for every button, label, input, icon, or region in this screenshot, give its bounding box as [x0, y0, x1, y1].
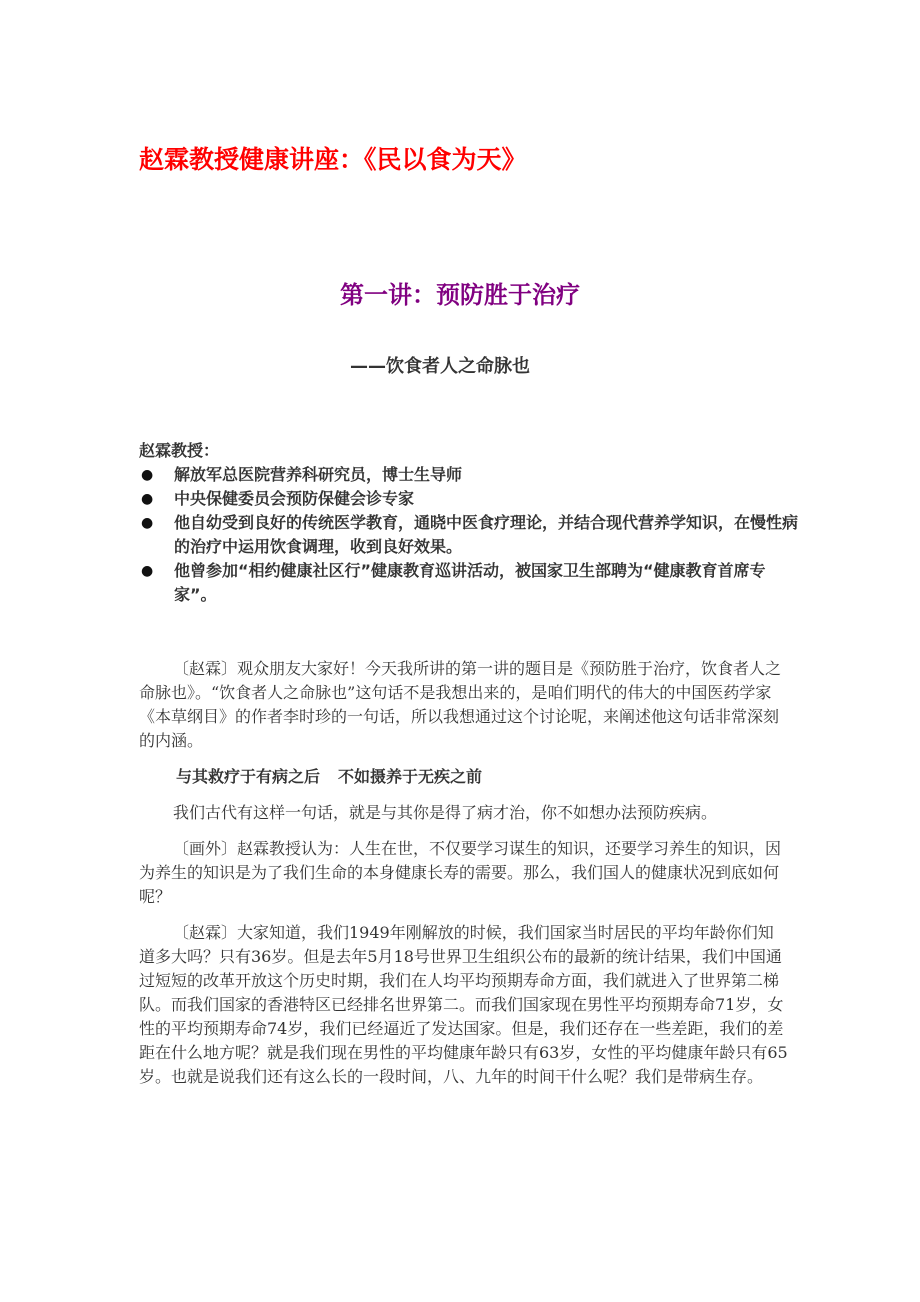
bullet-icon: ●: [141, 563, 154, 579]
list-item: [139, 487, 799, 511]
bullet-icon: ●: [141, 491, 154, 507]
bio-item-text: 中央保健委员会预防保健会诊专家: [174, 489, 415, 508]
section-heading-part-2: 不如摄养于无疾之前: [338, 767, 483, 786]
paragraph-ancient-saying: 我们古代有这样一句话，就是与其你是得了病才治，你不如想办法预防疾病。: [173, 803, 718, 822]
list-item: [139, 463, 799, 487]
paragraph-life-expectancy: 〔赵霖〕大家知道，我们1949年刚解放的时候，我们国家当时居民的平均年龄你们知道多大吗？只有36岁。但是去年5月18号世界卫生组织公布的最新的统计结果，我们中国通过短短的改革开放这个历史时期，我们在人均平均预期寿命方面，我们就进入了世界第二梯队。而我们国家的香港特区已经排名世界第二。而我们国家现在男性平均预期寿命71岁，女性的平均预期寿命74岁，我们已经逼近了发达国家。但是，我们还存在一些差距，我们的差距在什么地方呢？就是我们现在男性的平均健康年龄只有63岁，女性的平均健康年龄只有65岁。也就是说我们还有这么长的一段时间，八、九年的时间干什么呢？我们是带病生存。: [139, 923, 788, 1086]
paragraph-intro: 〔赵霖〕观众朋友大家好！今天我所讲的第一讲的题目是《预防胜于治疗，饮食者人之命脉也》。“饮食者人之命脉也”这句话不是我想出来的，是咱们明代的伟大的中国医药学家《本草纲目》的作者李时珍的一句话，所以我想通过这个讨论呢，来阐述他这句话非常深刻的内涵。: [139, 659, 782, 750]
section-heading-part-1: 与其救疗于有病之后: [176, 767, 321, 786]
bio-list: [139, 463, 799, 607]
bio-item-text: 他自幼受到良好的传统医学教育，通晓中医食疗理论，并结合现代营养学知识，在慢性病的治疗中运用饮食调理，收到良好效果。: [174, 513, 799, 556]
list-item: [139, 559, 799, 607]
bullet-icon: ●: [141, 467, 154, 483]
subtitle: ——饮食者人之命脉也: [350, 356, 530, 377]
lecture-title: 第一讲：预防胜于治疗: [340, 280, 580, 309]
paragraph-narration: 〔画外〕赵霖教授认为：人生在世，不仅要学习谋生的知识，还要学习养生的知识，因为养生的知识是为了我们生命的本身健康长寿的需要。那么，我们国人的健康状况到底如何呢？: [139, 839, 782, 906]
section-heading: [176, 765, 482, 789]
bio-item-text: 解放军总医院营养科研究员，博士生导师: [174, 465, 463, 484]
bullet-icon: ●: [141, 515, 154, 531]
main-title: 赵霖教授健康讲座：《民以食为天》: [139, 145, 527, 174]
bio-label: 赵霖教授：: [139, 441, 220, 460]
bio-item-text: 他曾参加“相约健康社区行”健康教育巡讲活动，被国家卫生部聘为“健康教育首席专家”。: [174, 561, 766, 604]
list-item: [139, 511, 799, 559]
